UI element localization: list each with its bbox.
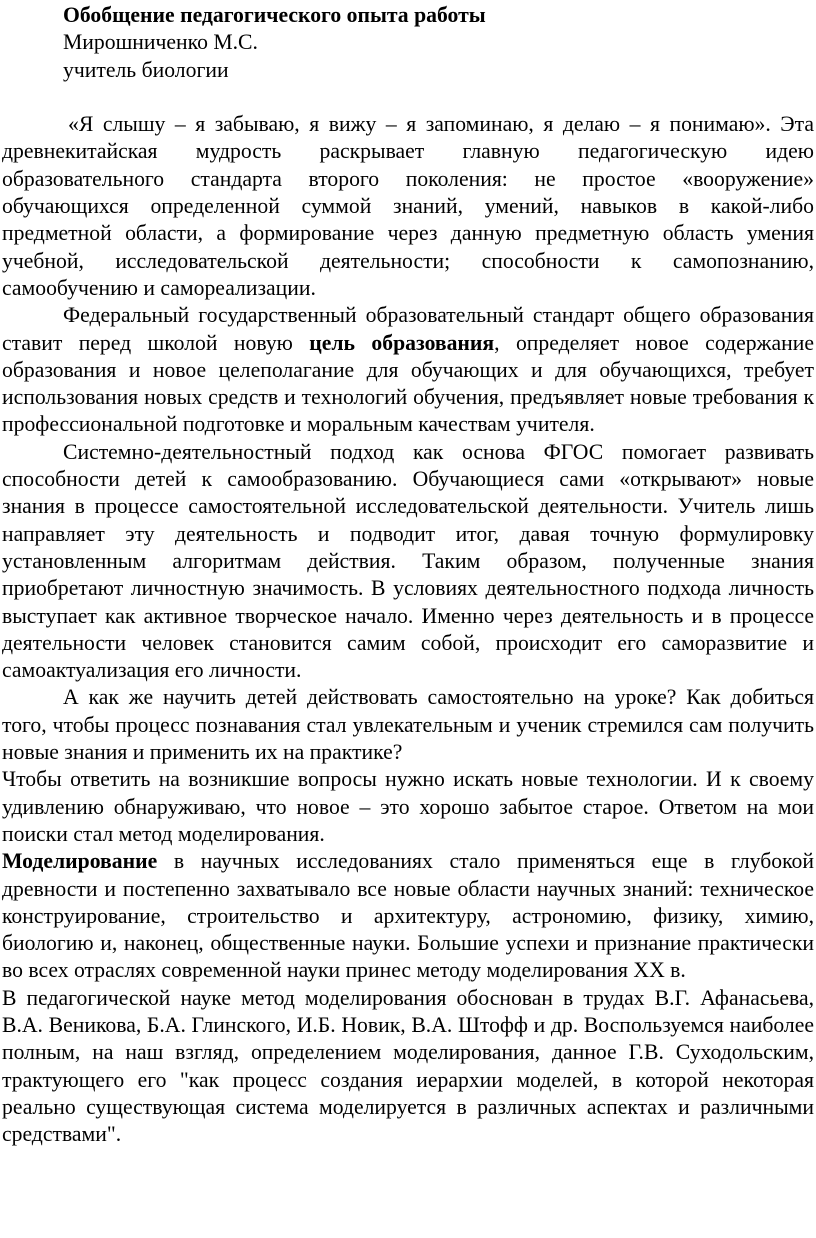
- paragraph-answer: Чтобы ответить на возникшие вопросы нужно искать новые технологии. И к своему удивлению обнаруживаю, что новое – это хорошо забытое старое. Ответом на мои поиски стал метод моделирования.: [2, 767, 814, 846]
- paragraph-epigraph: «Я слышу – я забываю, я вижу – я запоминаю, я делаю – я понимаю». Эта древнекитайская мудрость раскрывает главную педагогическую идею образовательного стандарта второго поколения: не простое «вооружение» обучающихся определенной суммой знаний, умений, навыков в какой-либо предметной области, а формирование через данную предметную область умения учебной, исследовательской деятельности; способности к самопознанию, самообучению и самореализации.: [2, 112, 814, 300]
- bold-term-goal: цель образования: [309, 330, 495, 355]
- paragraph-system-approach: Системно-деятельностный подход как основа ФГОС помогает развивать способности детей к самообразованию. Обучающиеся сами «открывают» новые знания в процессе самостоятельной исследовательской деятельности. Учитель лишь направляет эту деятельность и подводит итог, давая точную формулировку установленным алгоритмам действия. Таким образом, полученные знания приобретают личностную значимость. В условиях деятельностного подхода личность выступает как активное творческое начало. Именно через деятельность и в процессе деятельности человек становится самим собой, происходит его саморазвитие и самоактуализация его личности.: [2, 439, 814, 683]
- paragraph-pedagogy: В педагогической науке метод моделирования обоснован в трудах В.Г. Афанасьева, В.А. Веникова, Б.А. Глинского, И.Б. Новик, В.А. Штофф и др. Воспользуемся наиболее полным, на наш взгляд, определением моделирования, данное Г.В. Суходольским, трактующего его "как процесс создания иерархии моделей, в которой некоторая реально существующая система моделируется в различных аспектах и различными средствами".: [2, 985, 814, 1147]
- blank-line: [2, 84, 814, 111]
- paragraph-modeling: [2, 848, 814, 984]
- document-title: Обобщение педагогического опыта работы: [63, 3, 486, 27]
- paragraph-fgos-text-end: , определяет новое содержание образования и новое целеполагание для обучающих и для обучающихся, требует использования новых средств и технологий обучения, предъявляет новые требования к профессиональной подготовке и моральным качествам учителя.: [2, 330, 814, 437]
- paragraph-question: А как же научить детей действовать самостоятельно на уроке? Как добиться того, чтобы процесс познавания стал увлекательным и ученик стремился сам получить новые знания и применить их на практике?: [2, 685, 814, 765]
- bold-term-modeling: Моделирование: [2, 849, 158, 874]
- author-position: учитель биологии: [63, 57, 229, 82]
- author-name: Мирошниченко М.С.: [63, 30, 258, 55]
- paragraph-modeling-text: в научных исследованиях стало применяться еще в глубокой древности и постепенно захватывало все новые области научных знаний: техническое конструирование, строительство и архитектуру, астрономию, физику, химию, биологию и, наконец, общественные науки. Большие успехи и признание практически во всех отраслях современной науки принес методу моделирования XX в.: [2, 849, 814, 983]
- paragraph-fgos-text-start: Федеральный государственный образовательный стандарт общего образования ставит перед школой новую: [2, 303, 814, 355]
- paragraph-fgos: [2, 302, 814, 438]
